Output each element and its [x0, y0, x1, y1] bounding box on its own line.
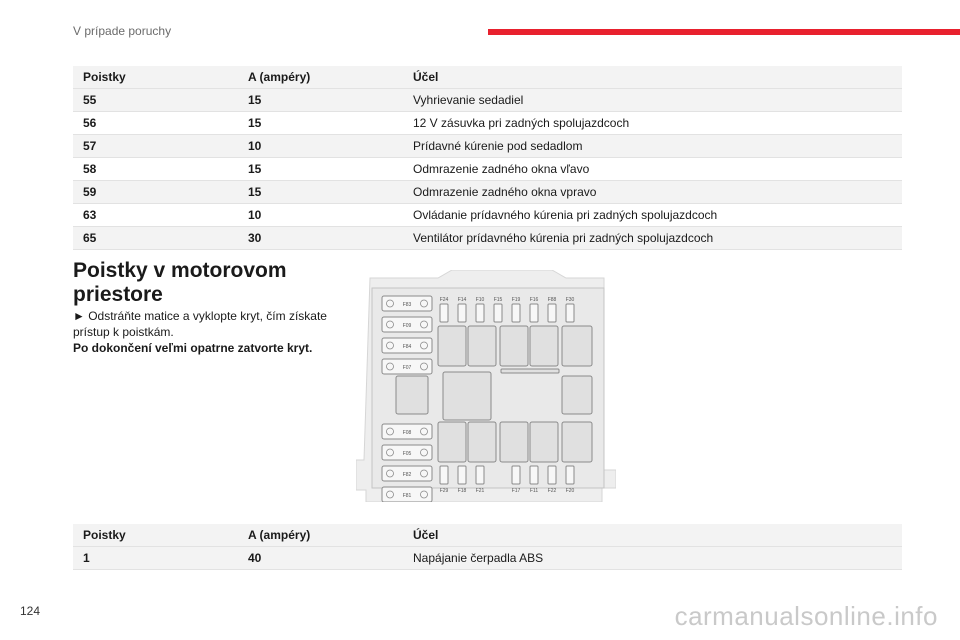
column-header-purpose: Účel — [403, 66, 902, 89]
fuse-label: F24 — [439, 297, 449, 303]
fuse-number: 1 — [73, 547, 238, 570]
fuse-purpose: Vyhrievanie sedadiel — [403, 89, 902, 112]
fuse-table-2 — [73, 524, 902, 570]
table-row — [73, 112, 902, 135]
relay-10 — [500, 422, 528, 462]
fuse-number: 58 — [73, 158, 238, 181]
column-header-ampere: A (ampéry) — [238, 524, 403, 547]
fuse-slot — [382, 359, 432, 374]
fuse-slot — [440, 466, 449, 494]
fuse-label: F81 — [402, 493, 412, 499]
fuse-purpose: 12 V zásuvka pri zadných spolujazdcoch — [403, 112, 902, 135]
fuse-slot — [548, 466, 557, 494]
relay-11 — [530, 422, 558, 462]
fuse-label: F19 — [511, 297, 521, 303]
header-title: V prípade poruchy — [73, 24, 172, 38]
fuse-slot — [382, 487, 432, 502]
fuse-slot — [382, 424, 432, 439]
relay-large — [443, 372, 491, 420]
column-header-ampere: A (ampéry) — [238, 66, 403, 89]
table-row — [73, 181, 902, 204]
relay-4 — [530, 326, 558, 366]
section-title: Poistky v motorovom priestore — [73, 259, 287, 306]
fuse-label: F88 — [547, 297, 557, 303]
table-header-row — [73, 66, 902, 89]
fuse-label: F21 — [475, 488, 485, 494]
column-header-fuse: Poistky — [73, 66, 238, 89]
fuse-slot — [458, 297, 467, 322]
relay-6 — [396, 376, 428, 414]
fuse-label: F29 — [439, 488, 449, 494]
fuse-slot — [382, 338, 432, 353]
relay-3 — [500, 326, 528, 366]
fuse-purpose: Ventilátor prídavného kúrenia pri zadných spolujazdcoch — [403, 227, 902, 250]
fuse-label: F11 — [529, 488, 539, 494]
fuse-number: 59 — [73, 181, 238, 204]
table-header-row — [73, 524, 902, 547]
fuse-slot — [566, 297, 575, 322]
table-row — [73, 135, 902, 158]
warning-text: Po dokončení veľmi opatrne zatvorte kryt. — [73, 341, 313, 355]
fuse-slot — [476, 297, 485, 322]
fuse-slot — [512, 466, 521, 494]
fuse-slot — [382, 445, 432, 460]
table-row — [73, 89, 902, 112]
fuse-purpose: Ovládanie prídavného kúrenia pri zadných spolujazdcoch — [403, 204, 902, 227]
instruction-text: ► Odstráňte matice a vyklopte kryt, čím získate prístup k poistkám. — [73, 309, 327, 339]
fuse-purpose: Odmrazenie zadného okna vpravo — [403, 181, 902, 204]
table-row — [73, 547, 902, 570]
fuse-label: F17 — [511, 488, 521, 494]
fuse-slot — [440, 297, 449, 322]
fuse-slot — [382, 296, 432, 311]
connector-bar — [501, 369, 559, 373]
fuse-label: F20 — [565, 488, 575, 494]
fuse-number: 55 — [73, 89, 238, 112]
fuse-number: 63 — [73, 204, 238, 227]
instruction-block — [73, 308, 343, 356]
fuse-label: F10 — [475, 297, 485, 303]
fuse-slot — [458, 466, 467, 494]
table-row — [73, 204, 902, 227]
fuse-label: F82 — [402, 472, 412, 478]
column-header-purpose: Účel — [403, 524, 902, 547]
relay-9 — [468, 422, 496, 462]
fuse-label: F05 — [402, 451, 412, 457]
fuse-slot — [476, 466, 485, 494]
fuse-label: F14 — [457, 297, 467, 303]
relay-1 — [438, 326, 466, 366]
relay-2 — [468, 326, 496, 366]
fuse-label: F84 — [402, 344, 412, 350]
fuse-purpose: Napájanie čerpadla ABS — [403, 547, 902, 570]
fuse-label: F09 — [402, 323, 412, 329]
fuse-label: F08 — [402, 430, 412, 436]
fuse-number: 65 — [73, 227, 238, 250]
fuse-ampere: 15 — [238, 112, 403, 135]
fuse-label: F07 — [402, 365, 412, 371]
column-header-fuse: Poistky — [73, 524, 238, 547]
fuse-purpose: Prídavné kúrenie pod sedadlom — [403, 135, 902, 158]
watermark: carmanualsonline.info — [674, 601, 938, 631]
fuse-slot — [382, 317, 432, 332]
fuse-box-diagram — [356, 270, 616, 502]
fuse-slot — [382, 466, 432, 481]
fuse-label: F22 — [547, 488, 557, 494]
fuse-number: 57 — [73, 135, 238, 158]
fuse-number: 56 — [73, 112, 238, 135]
table-row — [73, 227, 902, 250]
fuse-table-1 — [73, 66, 902, 250]
fuse-ampere: 15 — [238, 158, 403, 181]
fuse-purpose: Odmrazenie zadného okna vľavo — [403, 158, 902, 181]
fuse-ampere: 15 — [238, 181, 403, 204]
fuse-label: F15 — [493, 297, 503, 303]
relay-5 — [562, 326, 592, 366]
fuse-ampere: 10 — [238, 204, 403, 227]
fuse-ampere: 30 — [238, 227, 403, 250]
fuse-label: F16 — [529, 297, 539, 303]
page-number: 124 — [20, 604, 41, 618]
fuse-slot — [530, 466, 538, 494]
fuse-slot — [548, 297, 557, 322]
relay-8 — [438, 422, 466, 462]
relay-7 — [562, 376, 592, 414]
table-row — [73, 158, 902, 181]
fuse-label: F83 — [402, 302, 412, 308]
header-accent-bar — [488, 29, 960, 35]
fuse-slot — [566, 466, 575, 494]
fuse-slot — [530, 297, 539, 322]
fuse-label: F18 — [457, 488, 467, 494]
fuse-slot — [494, 297, 503, 322]
fuse-ampere: 40 — [238, 547, 403, 570]
fuse-ampere: 15 — [238, 89, 403, 112]
fuse-ampere: 10 — [238, 135, 403, 158]
fuse-label: F30 — [565, 297, 575, 303]
relay-12 — [562, 422, 592, 462]
fuse-slot — [512, 297, 521, 322]
